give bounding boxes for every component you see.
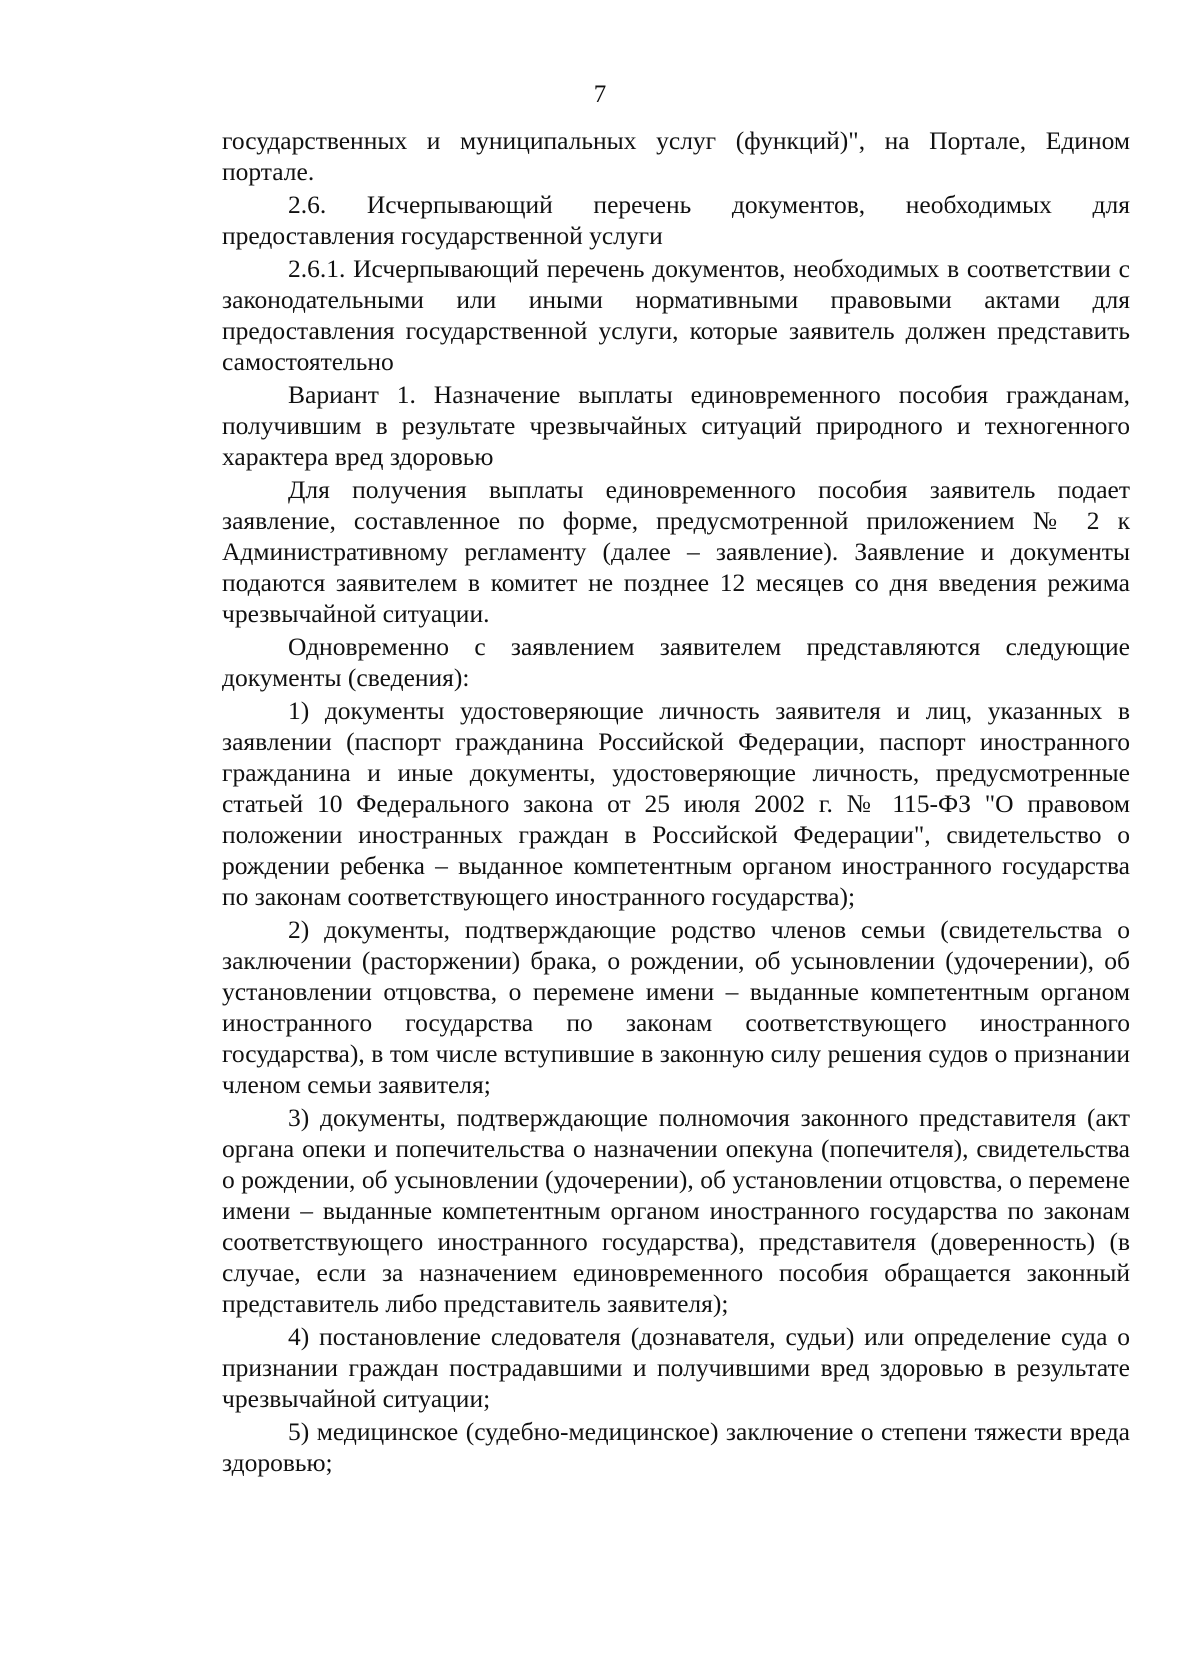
paragraph-portal-continuation: государственных и муниципальных услуг (функций)", на Портале, Едином портале. [222,126,1130,186]
list-item-5-medical-conclusion: 5) медицинское (судебно-медицинское) заключение о степени тяжести вреда здоровью; [222,1417,1130,1477]
list-item-1-identity-documents: 1) документы удостоверяющие личность заявителя и лиц, указанных в заявлении (паспорт гражданина Российской Федерации, паспорт иностранного гражданина и иные документы, удостоверяющие личность, предусмотренные статьей 10 Федерального закона от 25 июля 2002 г. № 115-ФЗ "О правовом положении иностранных граждан в Российской Федерации", свидетельство о рождении ребенка – выданное компетентным органом иностранного государства по законам соответствующего иностранного государства); [222,696,1130,911]
paragraph-application-procedure: Для получения выплаты единовременного пособия заявитель подает заявление, составленное по форме, предусмотренной приложением № 2 к Административному регламенту (далее – заявление). Заявление и документы подаются заявителем в комитет не позднее 12 месяцев со дня введения режима чрезвычайной ситуации. [222,475,1130,628]
paragraph-documents-intro: Одновременно с заявлением заявителем представляются следующие документы (сведения): [222,632,1130,692]
document-body [222,125,1130,1478]
paragraph-section-2-6: 2.6. Исчерпывающий перечень документов, необходимых для предоставления государственной услуги [222,190,1130,250]
paragraph-variant-1: Вариант 1. Назначение выплаты единовременного пособия гражданам, получившим в результате чрезвычайных ситуаций природного и техногенного характера вред здоровью [222,380,1130,471]
paragraph-section-2-6-1: 2.6.1. Исчерпывающий перечень документов, необходимых в соответствии с законодательными или иными нормативными правовыми актами для предоставления государственной услуги, которые заявитель должен представить самостоятельно [222,254,1130,376]
list-item-3-representative-documents: 3) документы, подтверждающие полномочия законного представителя (акт органа опеки и попечительства о назначении опекуна (попечителя), свидетельства о рождении, об усыновлении (удочерении), об установлении отцовства, о перемене имени – выданные компетентным органом иностранного государства по законам соответствующего иностранного государства), представителя (доверенность) (в случае, если за назначением единовременного пособия обращается законный представитель либо представитель заявителя); [222,1103,1130,1318]
page-number: 7 [593,81,607,108]
list-item-4-court-ruling: 4) постановление следователя (дознавателя, судьи) или определение суда о признании граждан пострадавшими и получившими вред здоровью в результате чрезвычайной ситуации; [222,1322,1130,1413]
list-item-2-kinship-documents: 2) документы, подтверждающие родство членов семьи (свидетельства о заключении (расторжении) брака, о рождении, об усыновлении (удочерении), об установлении отцовства, о перемене имени – выданные компетентным органом иностранного государства по законам соответствующего иностранного государства), в том числе вступившие в законную силу решения судов о признании членом семьи заявителя; [222,915,1130,1099]
